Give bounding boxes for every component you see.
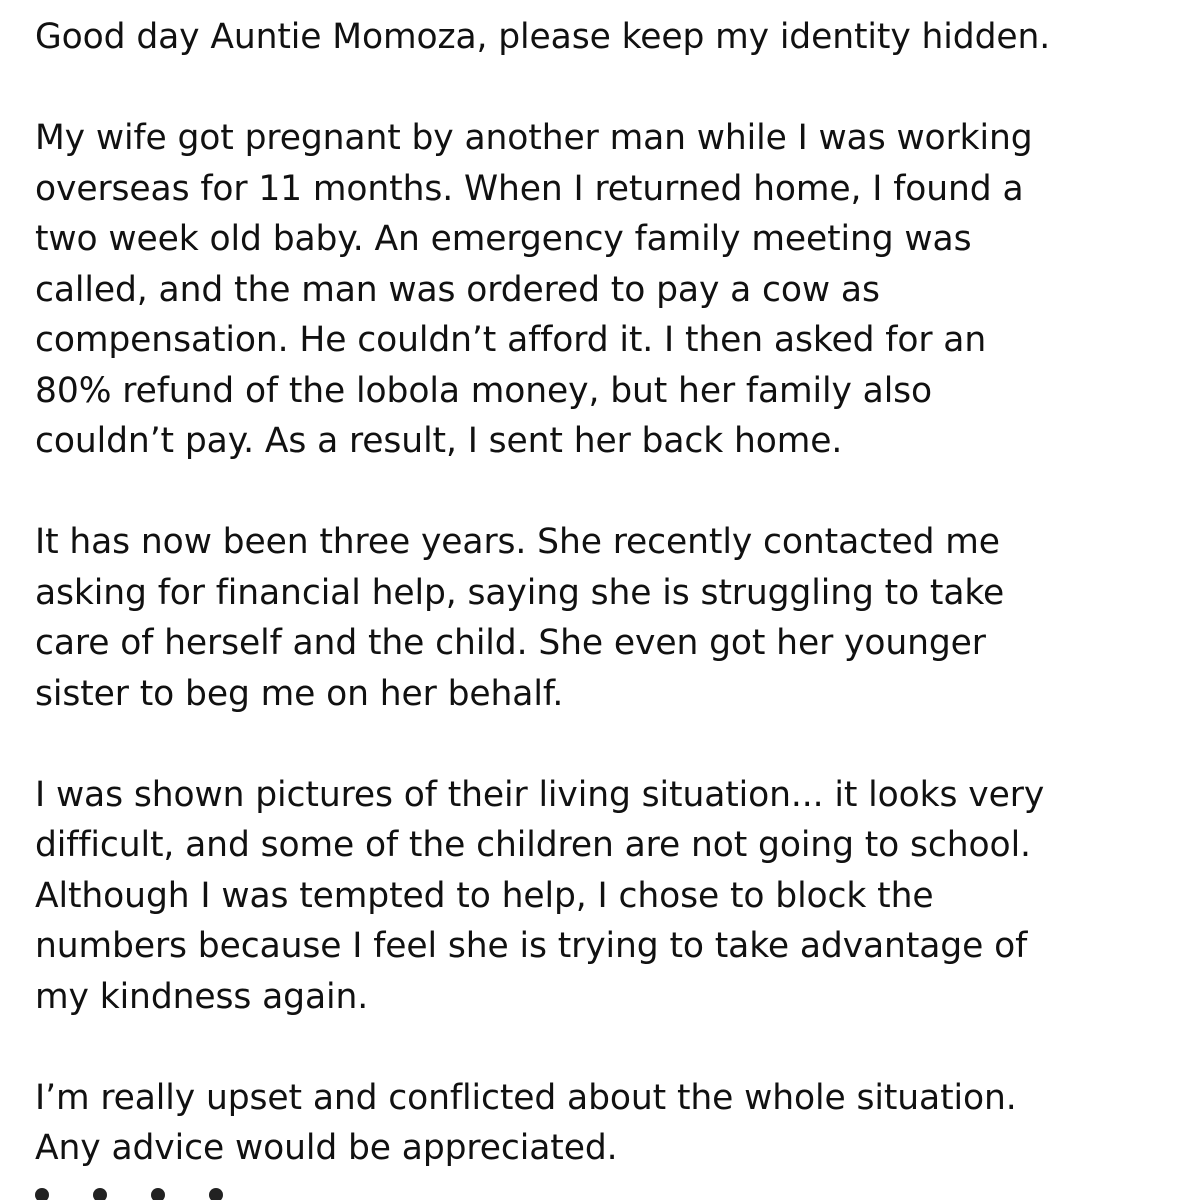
text-line: two week old baby. An emergency family meeting was xyxy=(35,219,972,259)
paragraph-gap xyxy=(35,467,1185,518)
text-line: my kindness again. xyxy=(35,976,369,1017)
text-line: It has now been three years. She recently contacted me xyxy=(35,522,1000,562)
text-line: Good day Auntie Momoza, please keep my identity hidden. xyxy=(35,17,1051,57)
cut-off-glyph xyxy=(93,1188,107,1200)
text-line: sister to beg me on her behalf. xyxy=(35,673,564,714)
text-line: couldn’t pay. As a result, I sent her back home. xyxy=(35,421,843,461)
text-line: compensation. He couldn’t afford it. I then asked for an xyxy=(35,320,987,360)
text-line: My wife got pregnant by another man while I was working xyxy=(35,118,1033,158)
paragraph-background xyxy=(35,113,1185,467)
cut-off-glyph xyxy=(151,1188,165,1200)
text-line: asking for financial help, saying she is struggling to take xyxy=(35,572,1005,613)
text-line: I’m really upset and conflicted about the whole situation. xyxy=(35,1077,1017,1118)
paragraph-gap xyxy=(35,719,1185,770)
text-line: overseas for 11 months. When I returned home, I found a xyxy=(35,168,1024,209)
text-line: Although I was tempted to help, I chose to block the xyxy=(35,875,934,916)
text-line: Any advice would be appreciated. xyxy=(35,1128,618,1168)
paragraph-gap xyxy=(35,1022,1185,1073)
text-line: care of herself and the child. She even got her younger xyxy=(35,623,986,663)
paragraph-gap xyxy=(35,63,1185,114)
text-line: I was shown pictures of their living situation... it looks very xyxy=(35,774,1045,815)
text-line: difficult, and some of the children are not going to school. xyxy=(35,825,1031,865)
paragraph-request xyxy=(35,517,1185,719)
text-line: called, and the man was ordered to pay a cow as xyxy=(35,269,880,310)
paragraph-decision xyxy=(35,770,1185,1023)
cut-off-glyph xyxy=(35,1188,49,1200)
text-line: numbers because I feel she is trying to take advantage of xyxy=(35,926,1028,966)
cut-off-next-line xyxy=(35,1188,295,1200)
text-line: 80% refund of the lobola money, but her family also xyxy=(35,370,933,411)
post-body xyxy=(35,12,1185,1174)
paragraph-greeting xyxy=(35,12,1185,63)
cut-off-glyph xyxy=(209,1188,223,1200)
paragraph-closing xyxy=(35,1073,1185,1174)
